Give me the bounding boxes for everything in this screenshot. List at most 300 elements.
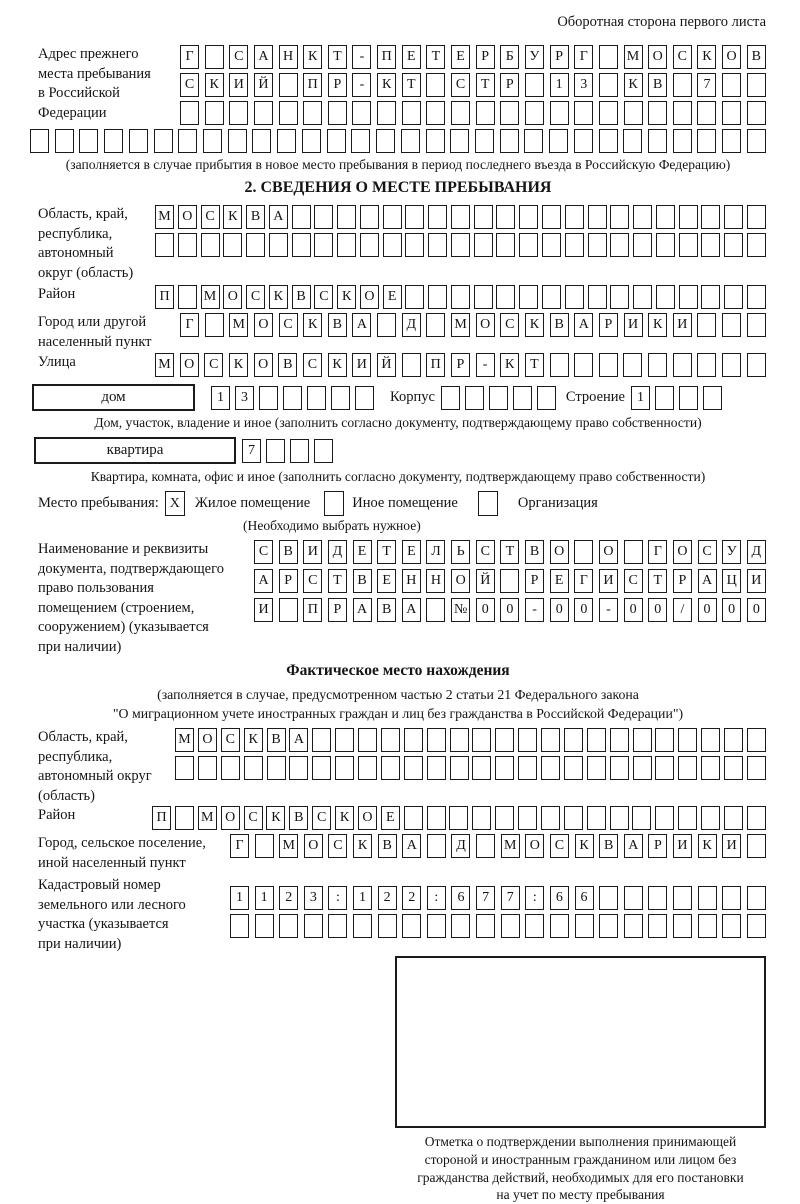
actual-district-field xyxy=(30,806,766,834)
char-cell-empty xyxy=(701,233,720,257)
char-cell-filled: 0 xyxy=(648,598,667,622)
char-cell-empty xyxy=(230,914,249,938)
char-cell-empty xyxy=(564,756,583,780)
char-cell-empty xyxy=(633,285,652,309)
char-cell-filled: Р xyxy=(328,598,347,622)
char-cell-empty xyxy=(427,834,446,858)
text-line: Федерации xyxy=(38,104,107,121)
char-cell-empty xyxy=(701,205,720,229)
ownership-document-row-3 xyxy=(254,598,766,622)
char-cell-filled: К xyxy=(229,353,248,377)
char-cell-empty xyxy=(451,101,470,125)
char-cell-empty xyxy=(476,914,495,938)
char-cell-empty xyxy=(252,129,271,153)
char-cell-empty xyxy=(426,73,445,97)
char-cell-empty xyxy=(599,129,618,153)
apartment-cells xyxy=(242,439,333,463)
char-cell-empty xyxy=(376,129,395,153)
char-cell-empty xyxy=(513,386,532,410)
char-cell-empty xyxy=(679,205,698,229)
char-cell-empty xyxy=(383,205,402,229)
char-cell-filled: Й xyxy=(254,73,273,97)
char-cell-empty xyxy=(450,129,469,153)
stay-option-residential-label: Жилое помещение xyxy=(194,495,311,511)
stroenie-cells xyxy=(631,386,722,410)
char-cell-empty xyxy=(476,834,495,858)
char-cell-empty xyxy=(279,914,298,938)
char-cell-filled: Е xyxy=(353,540,372,564)
char-cell-empty xyxy=(451,285,470,309)
char-cell-empty xyxy=(655,728,674,752)
char-cell-filled: Т xyxy=(328,569,347,593)
char-cell-empty xyxy=(610,233,629,257)
char-cell-filled: В xyxy=(246,205,265,229)
char-cell-filled: П xyxy=(155,285,174,309)
text-line: (заполняется в случае, предусмотренном частью 2 статьи 21 Федерального закона xyxy=(157,687,639,702)
char-cell-empty xyxy=(155,233,174,257)
char-cell-filled: : xyxy=(328,886,347,910)
char-cell-empty xyxy=(623,353,642,377)
char-cell-empty xyxy=(648,914,667,938)
char-cell-empty xyxy=(648,129,667,153)
char-cell-filled: К xyxy=(525,313,544,337)
char-cell-empty xyxy=(279,73,298,97)
char-cell-filled: М xyxy=(229,313,248,337)
cadastral-field xyxy=(30,876,766,954)
char-cell-empty xyxy=(565,285,584,309)
char-cell-empty xyxy=(655,806,674,830)
char-cell-empty xyxy=(550,101,569,125)
char-cell-filled: О xyxy=(722,45,741,69)
ownership-document-row-2 xyxy=(254,569,766,593)
char-cell-empty xyxy=(328,101,347,125)
char-cell-filled: О xyxy=(358,806,377,830)
char-cell-empty xyxy=(404,756,423,780)
char-cell-filled: К xyxy=(575,834,594,858)
char-cell-filled: - xyxy=(352,73,371,97)
char-cell-empty xyxy=(352,101,371,125)
char-cell-filled: И xyxy=(722,834,741,858)
actual-location-title: Фактическое место нахождения xyxy=(286,662,510,679)
char-cell-filled: С xyxy=(246,285,265,309)
char-cell-filled: № xyxy=(451,598,470,622)
char-cell-empty xyxy=(283,386,302,410)
char-cell-empty xyxy=(565,205,584,229)
char-cell-filled: Т xyxy=(377,540,396,564)
char-cell-empty xyxy=(180,101,199,125)
char-cell-empty xyxy=(426,101,445,125)
text-line: участка (указывается xyxy=(38,916,169,932)
char-cell-filled: Р xyxy=(451,353,470,377)
char-cell-filled: Р xyxy=(525,569,544,593)
char-cell-filled: И xyxy=(352,353,371,377)
char-cell-empty xyxy=(610,205,629,229)
char-cell-empty xyxy=(722,73,741,97)
char-cell-filled: К xyxy=(648,313,667,337)
char-cell-filled: И xyxy=(229,73,248,97)
char-cell-empty xyxy=(747,205,766,229)
text-line: Область, край, xyxy=(38,206,128,222)
char-cell-filled: 0 xyxy=(747,598,766,622)
text-line: Область, край, xyxy=(38,729,128,745)
char-cell-filled: А xyxy=(352,313,371,337)
char-cell-empty xyxy=(427,806,446,830)
char-cell-empty xyxy=(402,101,421,125)
char-cell-filled: А xyxy=(254,45,273,69)
char-cell-empty xyxy=(427,756,446,780)
char-cell-empty xyxy=(266,439,285,463)
char-cell-filled: М xyxy=(624,45,643,69)
street-field xyxy=(30,353,766,381)
text-line: автономный xyxy=(38,245,114,261)
char-cell-empty xyxy=(673,353,692,377)
char-cell-empty xyxy=(496,233,515,257)
char-cell-filled: Ц xyxy=(722,569,741,593)
char-cell-filled: С xyxy=(303,353,322,377)
char-cell-empty xyxy=(747,313,766,337)
char-cell-empty xyxy=(541,728,560,752)
char-cell-filled: И xyxy=(599,569,618,593)
char-cell-empty xyxy=(518,756,537,780)
char-cell-filled: Т xyxy=(476,73,495,97)
char-cell-empty xyxy=(360,205,379,229)
char-cell-empty xyxy=(610,806,629,830)
char-cell-empty xyxy=(525,101,544,125)
prev-address-row-3 xyxy=(180,101,766,125)
char-cell-filled: О xyxy=(451,569,470,593)
char-cell-filled: 1 xyxy=(631,386,650,410)
house-row xyxy=(30,384,766,411)
char-cell-empty xyxy=(496,205,515,229)
char-cell-empty xyxy=(747,728,766,752)
char-cell-empty xyxy=(673,914,692,938)
char-cell-empty xyxy=(747,756,766,780)
char-cell-empty xyxy=(588,233,607,257)
char-cell-empty xyxy=(599,914,618,938)
char-cell-empty xyxy=(154,129,173,153)
char-cell-empty xyxy=(550,914,569,938)
char-cell-empty xyxy=(722,914,741,938)
char-cell-empty xyxy=(450,756,469,780)
city-row xyxy=(180,313,766,337)
text-line: места пребывания xyxy=(38,65,151,82)
choose-note: (Необходимо выбрать нужное) xyxy=(243,518,421,533)
char-cell-filled: А xyxy=(254,569,273,593)
char-cell-empty xyxy=(656,205,675,229)
char-cell-filled: Д xyxy=(402,313,421,337)
char-cell-empty xyxy=(175,806,194,830)
prev-address-row-4 xyxy=(30,129,766,153)
char-cell-empty xyxy=(79,129,98,153)
apartment-label-box: квартира xyxy=(34,437,236,464)
char-cell-empty xyxy=(722,129,741,153)
actual-district-label: Район xyxy=(38,807,76,823)
text-line: (область) xyxy=(38,787,95,804)
char-cell-empty xyxy=(383,233,402,257)
char-cell-filled: К xyxy=(266,806,285,830)
text-line: при наличии) xyxy=(38,935,122,952)
char-cell-filled: М xyxy=(279,834,298,858)
char-cell-filled: 2 xyxy=(402,886,421,910)
char-cell-filled: О xyxy=(304,834,323,858)
char-cell-empty xyxy=(229,101,248,125)
char-cell-filled: 1 xyxy=(353,886,372,910)
char-cell-empty xyxy=(633,205,652,229)
char-cell-empty xyxy=(697,129,716,153)
char-cell-empty xyxy=(624,914,643,938)
char-cell-empty xyxy=(201,233,220,257)
char-cell-empty xyxy=(564,728,583,752)
char-cell-empty xyxy=(678,756,697,780)
char-cell-filled: О xyxy=(673,540,692,564)
char-cell-empty xyxy=(428,285,447,309)
char-cell-filled: Е xyxy=(381,806,400,830)
char-cell-empty xyxy=(701,285,720,309)
actual-region-row-2 xyxy=(175,756,766,780)
char-cell-filled: С xyxy=(328,834,347,858)
prev-address-row-2 xyxy=(180,73,766,97)
char-cell-filled: В xyxy=(328,313,347,337)
char-cell-filled: 7 xyxy=(501,886,520,910)
char-cell-filled: О xyxy=(198,728,217,752)
text-line: документа, подтверждающего xyxy=(38,560,224,577)
char-cell-filled: Р xyxy=(476,45,495,69)
char-cell-empty xyxy=(678,806,697,830)
char-cell-empty xyxy=(703,386,722,410)
actual-region-label xyxy=(38,728,152,806)
char-cell-empty xyxy=(698,886,717,910)
char-cell-empty xyxy=(289,756,308,780)
korpus-cells xyxy=(441,386,556,410)
char-cell-filled: П xyxy=(377,45,396,69)
char-cell-filled: И xyxy=(673,834,692,858)
char-cell-empty xyxy=(451,205,470,229)
char-cell-empty xyxy=(472,756,491,780)
char-cell-empty xyxy=(228,129,247,153)
char-cell-empty xyxy=(472,728,491,752)
actual-region-row-1 xyxy=(175,728,766,752)
char-cell-empty xyxy=(500,129,519,153)
char-cell-empty xyxy=(656,285,675,309)
char-cell-filled: К xyxy=(244,728,263,752)
char-cell-filled: Т xyxy=(500,540,519,564)
char-cell-filled: 2 xyxy=(279,886,298,910)
char-cell-filled: Е xyxy=(383,285,402,309)
char-cell-empty xyxy=(360,233,379,257)
char-cell-filled: Б xyxy=(500,45,519,69)
char-cell-filled: 3 xyxy=(304,886,323,910)
char-cell-filled: Р xyxy=(599,313,618,337)
char-cell-empty xyxy=(377,313,396,337)
section2-title: 2. СВЕДЕНИЯ О МЕСТЕ ПРЕБЫВАНИЯ xyxy=(244,179,552,196)
char-cell-filled: К xyxy=(223,205,242,229)
actual-city-label xyxy=(38,834,206,873)
char-cell-empty xyxy=(747,285,766,309)
char-cell-filled: Е xyxy=(402,45,421,69)
char-cell-empty xyxy=(205,101,224,125)
prev-address-section xyxy=(30,45,766,173)
region-row-2 xyxy=(155,233,766,257)
text-line: земельного или лесного xyxy=(38,896,186,913)
char-cell-filled: - xyxy=(476,353,495,377)
char-cell-filled: А xyxy=(624,834,643,858)
char-cell-filled: О xyxy=(476,313,495,337)
char-cell-empty xyxy=(519,205,538,229)
char-cell-empty xyxy=(519,285,538,309)
prev-address-row-1 xyxy=(180,45,766,69)
char-cell-filled: 1 xyxy=(211,386,230,410)
char-cell-filled: О xyxy=(648,45,667,69)
char-cell-empty xyxy=(722,101,741,125)
char-cell-empty xyxy=(623,129,642,153)
char-cell-filled: О xyxy=(223,285,242,309)
text-line: Город или другой xyxy=(38,314,147,330)
char-cell-empty xyxy=(246,233,265,257)
char-cell-empty xyxy=(722,313,741,337)
actual-district-row xyxy=(152,806,766,830)
char-cell-filled: 6 xyxy=(575,886,594,910)
char-cell-empty xyxy=(355,386,374,410)
char-cell-filled: 1 xyxy=(255,886,274,910)
text-line: республика, xyxy=(38,225,113,242)
char-cell-empty xyxy=(599,353,618,377)
char-cell-empty xyxy=(474,233,493,257)
stay-option-organization-checkbox xyxy=(478,491,498,516)
char-cell-empty xyxy=(496,285,515,309)
region-label xyxy=(38,205,133,283)
char-cell-filled: Д xyxy=(747,540,766,564)
char-cell-empty xyxy=(574,353,593,377)
char-cell-empty xyxy=(747,834,766,858)
char-cell-filled: О xyxy=(180,353,199,377)
char-cell-filled: Л xyxy=(426,540,445,564)
char-cell-empty xyxy=(428,233,447,257)
ownership-document-label xyxy=(38,540,224,657)
char-cell-empty xyxy=(624,540,643,564)
char-cell-filled: Н xyxy=(279,45,298,69)
text-line: при наличии) xyxy=(38,638,122,655)
text-line: республика, xyxy=(38,748,113,765)
district-row xyxy=(155,285,766,309)
char-cell-filled: С xyxy=(244,806,263,830)
char-cell-filled: И xyxy=(624,313,643,337)
street-row xyxy=(155,353,766,377)
char-cell-empty xyxy=(541,756,560,780)
char-cell-filled: 0 xyxy=(550,598,569,622)
char-cell-empty xyxy=(353,914,372,938)
char-cell-filled: 1 xyxy=(550,73,569,97)
char-cell-filled: К xyxy=(624,73,643,97)
char-cell-filled: С xyxy=(279,313,298,337)
char-cell-empty xyxy=(402,353,421,377)
char-cell-filled: К xyxy=(335,806,354,830)
char-cell-empty xyxy=(314,439,333,463)
char-cell-filled: 0 xyxy=(476,598,495,622)
char-cell-empty xyxy=(205,313,224,337)
char-cell-filled: К xyxy=(337,285,356,309)
char-cell-empty xyxy=(564,806,583,830)
char-cell-filled: О xyxy=(550,540,569,564)
char-cell-empty xyxy=(255,914,274,938)
char-cell-filled: Ь xyxy=(451,540,470,564)
char-cell-empty xyxy=(292,205,311,229)
char-cell-empty xyxy=(302,129,321,153)
char-cell-empty xyxy=(678,728,697,752)
char-cell-filled: В xyxy=(267,728,286,752)
char-cell-filled: В xyxy=(353,569,372,593)
char-cell-empty xyxy=(673,101,692,125)
char-cell-empty xyxy=(701,756,720,780)
char-cell-empty xyxy=(610,728,629,752)
char-cell-filled: 0 xyxy=(698,598,717,622)
char-cell-empty xyxy=(292,233,311,257)
char-cell-filled: У xyxy=(525,45,544,69)
stamp-box xyxy=(395,956,766,1128)
char-cell-empty xyxy=(335,728,354,752)
char-cell-filled: В xyxy=(599,834,618,858)
char-cell-empty xyxy=(312,728,331,752)
char-cell-empty xyxy=(599,101,618,125)
char-cell-filled: Д xyxy=(328,540,347,564)
char-cell-filled: И xyxy=(303,540,322,564)
char-cell-empty xyxy=(587,806,606,830)
char-cell-empty xyxy=(588,285,607,309)
char-cell-empty xyxy=(679,386,698,410)
char-cell-filled: С xyxy=(303,569,322,593)
char-cell-empty xyxy=(697,101,716,125)
char-cell-empty xyxy=(328,914,347,938)
char-cell-empty xyxy=(701,806,720,830)
char-cell-filled: Й xyxy=(476,569,495,593)
char-cell-empty xyxy=(599,886,618,910)
stroenie-label: Строение xyxy=(565,389,625,405)
char-cell-empty xyxy=(610,756,629,780)
char-cell-filled: В xyxy=(550,313,569,337)
char-cell-empty xyxy=(290,439,309,463)
char-cell-filled: П xyxy=(426,353,445,377)
char-cell-filled: А xyxy=(698,569,717,593)
char-cell-empty xyxy=(632,806,651,830)
char-cell-filled: В xyxy=(525,540,544,564)
char-cell-filled: Р xyxy=(673,569,692,593)
char-cell-empty xyxy=(724,728,743,752)
char-cell-empty xyxy=(673,129,692,153)
char-cell-empty xyxy=(724,233,743,257)
char-cell-empty xyxy=(427,914,446,938)
char-cell-empty xyxy=(519,233,538,257)
char-cell-empty xyxy=(565,233,584,257)
char-cell-filled: В xyxy=(279,540,298,564)
stamp-caption xyxy=(395,1133,766,1204)
char-cell-empty xyxy=(337,233,356,257)
char-cell-filled: М xyxy=(155,353,174,377)
char-cell-empty xyxy=(405,285,424,309)
char-cell-empty xyxy=(30,129,49,153)
char-cell-empty xyxy=(673,886,692,910)
char-cell-empty xyxy=(518,728,537,752)
char-cell-filled: : xyxy=(525,886,544,910)
char-cell-filled: 2 xyxy=(378,886,397,910)
char-cell-filled: А xyxy=(402,834,421,858)
ownership-document-row-1 xyxy=(254,540,766,564)
char-cell-empty xyxy=(747,129,766,153)
char-cell-filled: В xyxy=(378,834,397,858)
char-cell-filled: К xyxy=(303,313,322,337)
char-cell-empty xyxy=(747,914,766,938)
char-cell-empty xyxy=(550,353,569,377)
char-cell-filled: 7 xyxy=(242,439,261,463)
char-cell-filled: П xyxy=(303,73,322,97)
